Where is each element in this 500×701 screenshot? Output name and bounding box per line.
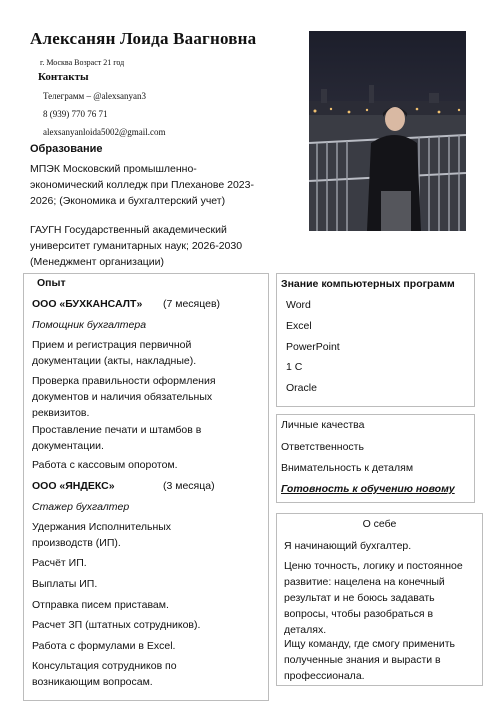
job-2-duty: Отправка писем приставам.: [32, 599, 169, 611]
job-1-duration: (7 месяцев): [163, 298, 221, 310]
about-title: О себе: [362, 518, 397, 530]
software-title: Знание компьютерных программ: [281, 278, 455, 290]
qualities-title: Личные качества: [281, 419, 365, 431]
job-2-duty: Работа с формулами в Excel.: [32, 640, 176, 652]
software-item: Excel: [286, 320, 312, 332]
about-paragraph: Ищу команду, где смогу применить полученные знания и вырасти в профессионала.: [284, 638, 455, 682]
education-item-2: ГАУГН Государственный академический университет гуманитарных наук; 2026-2030 (Менеджмент организации): [30, 224, 243, 268]
job-1-company: ООО «БУХКАНСАЛТ»: [32, 298, 143, 310]
job-2-duty: Расчёт ИП.: [32, 557, 87, 569]
software-item: PowerPoint: [286, 341, 340, 353]
quality-item: Готовность к обучению новому: [281, 483, 455, 495]
job-2-duration: (3 месяца): [163, 480, 215, 492]
education-item-1: МПЭК Московский промышленно-экономический колледж при Плеханове 2023-2026; (Экономика и бухгалтерский учет): [30, 163, 254, 207]
about-paragraph: Я начинающий бухгалтер.: [284, 540, 412, 552]
experience-title: Опыт: [37, 277, 66, 289]
software-item: 1 С: [286, 361, 303, 373]
city-age: г. Москва Возраст 21 год: [40, 58, 125, 67]
job-2-company: ООО «ЯНДЕКС»: [32, 480, 115, 492]
about-paragraph: Ценю точность, логику и постоянное развитие: нацелена на конечный результат и не боюсь задавать вопросы, чтобы разобраться в деталях.: [284, 560, 463, 636]
profile-photo: [309, 31, 466, 231]
quality-item: Внимательность к деталям: [281, 462, 414, 474]
job-1-duty: Работа с кассовым опоротом.: [32, 459, 178, 471]
job-2-duty: Выплаты ИП.: [32, 578, 98, 590]
job-1-duty: Прием и регистрация первичной документации (акты, накладные).: [32, 339, 197, 367]
job-2-position: Стажер бухгалтер: [32, 501, 130, 513]
contact-email: alexsanyanloida5002@gmail.com: [43, 127, 166, 137]
job-2-duty: Удержания Исполнительных производств (ИП).: [32, 521, 172, 549]
contact-phone: 8 (939) 770 76 71: [43, 109, 108, 119]
software-item: Oracle: [286, 382, 317, 394]
contact-telegram: Телеграмм – @alexsanyan3: [43, 91, 146, 101]
job-2-duty: Консультация сотрудников по возникающим вопросам.: [32, 660, 177, 688]
job-1-duty: Проверка правильности оформления документов и наличия обязательных реквизитов.: [32, 375, 216, 419]
software-item: Word: [286, 299, 311, 311]
resume-name: Алексанян Лоида Ваагновна: [30, 29, 257, 48]
contacts-title: Контакты: [38, 71, 89, 83]
job-1-duty: Проставление печати и штамбов в документации.: [32, 424, 202, 452]
education-title: Образование: [30, 143, 103, 155]
job-2-duty: Расчет ЗП (штатных сотрудников).: [32, 619, 201, 631]
quality-item: Ответственность: [281, 441, 364, 453]
job-1-position: Помощник бухгалтера: [32, 319, 147, 331]
